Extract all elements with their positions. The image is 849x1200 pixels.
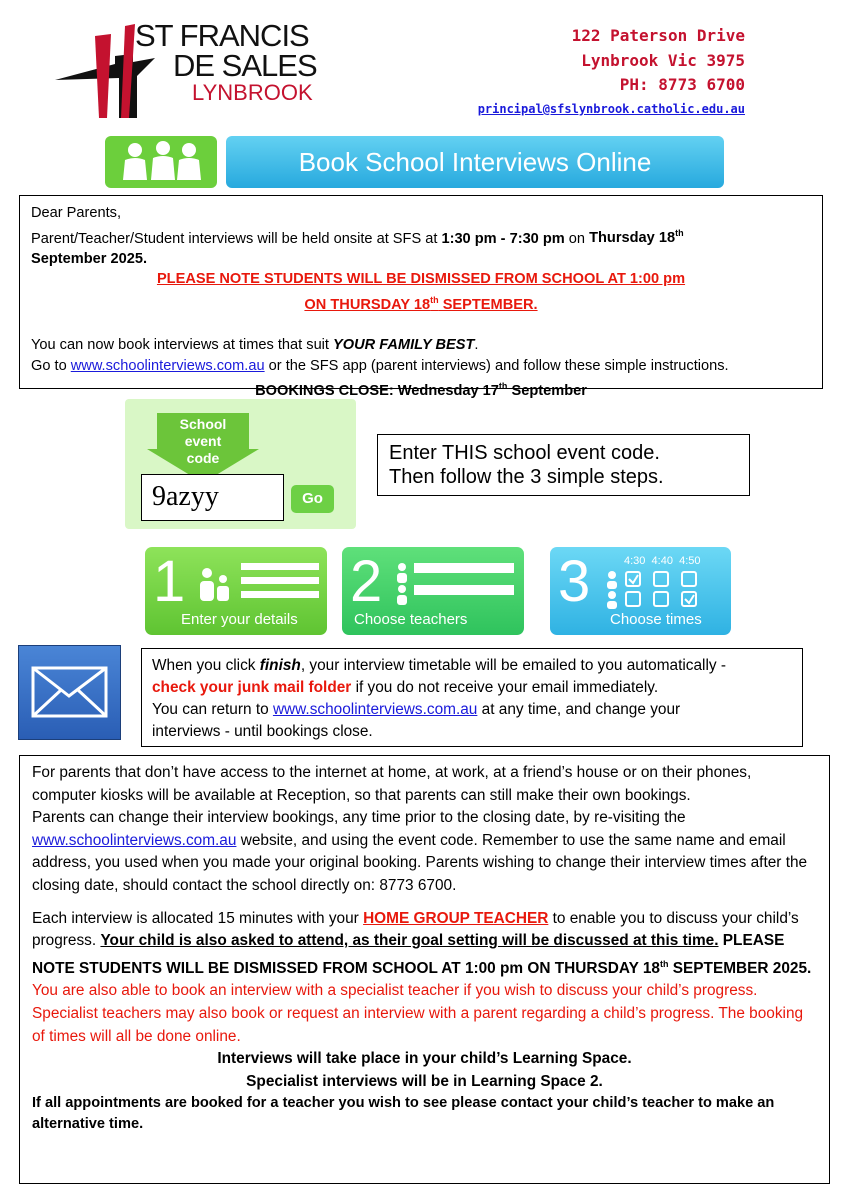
time-label: 4:40 [651,555,673,567]
dismissal-notice: PLEASE NOTE STUDENTS WILL BE DISMISSED FROM SCHOOL AT 1:00 pm ON THURSDAY 18th SEPTEMBER. [156,271,686,313]
time-labels [624,555,724,567]
address-line1: 122 Paterson Drive [571,26,745,45]
time-label: 4:50 [679,555,701,567]
location-line2: Specialist interviews will be in Learning Space 2. [246,1072,603,1090]
down-arrow-icon [147,413,259,483]
finish-box: When you click finish, your interview timetable will be emailed to you automatically - check your junk mail folder if you do not receive your email immediately. You can return to www.schoolinterviews.com.au at any time, and change your interviews - until bookings close. [141,648,803,747]
intro-line2: September 2025. [31,250,148,267]
instruction-line2: Then follow the 3 simple steps. [389,466,664,488]
code-label-line2: event [184,433,222,449]
code-instruction-box [377,434,750,496]
location-line1: Interviews will take place in your child’s Learning Space. [217,1050,632,1068]
school-name-line3: LYNBROOK [192,80,313,105]
book-line: You can now book interviews at times that suit YOUR FAMILY BEST. [31,337,479,354]
step-label: Choose times [610,611,702,628]
contact-block [478,24,745,120]
bookings-close: BOOKINGS CLOSE: Wednesday 17th September [255,381,587,400]
instruction-line1: Enter THIS school event code. [389,442,660,464]
schoolinterviews-link[interactable]: www.schoolinterviews.com.au [70,357,265,374]
time-checkboxes-icon [604,569,729,609]
people-icon [105,136,217,188]
schoolinterviews-link[interactable]: www.schoolinterviews.com.au [272,701,478,718]
change-booking-paragraph: Parents can change their interview bookings, any time prior to the closing date, by re-visiting the www.schoolinterviews.com.au website, and using the event code. Remember to use the same name and email address, you used when you made your original booking. Parents wishing to change their interview times after the closing date, should contact the school directly on: 8773 6700. [32,809,808,894]
time-label: 4:30 [624,555,646,567]
cross-red-left [95,34,111,118]
book-interviews-banner: Book School Interviews Online [226,136,724,188]
intro-line1: Parent/Teacher/Student interviews will be held onsite at SFS at 1:30 pm - 7:30 pm on Thursday 18th [31,228,684,247]
junk-mail-warning: check your junk mail folder [152,679,352,696]
person-form-icon [197,559,322,603]
allocation-paragraph: Each interview is allocated 15 minutes with your HOME GROUP TEACHER to enable you to discuss your child’s progress. Your child is also asked to attend, as their goal setting will be discussed at this time. PLEASE NOTE STUDENTS WILL BE DISMISSED FROM SCHOOL AT 1:00 pm ON THURSDAY 18th SEPTEMBER 2025. [32,909,812,977]
step-number: 2 [350,549,383,614]
step-number: 3 [558,549,591,614]
teacher-dropdowns-icon [394,559,519,607]
event-code-field[interactable]: 9azyy [141,474,284,521]
go-button[interactable]: Go [291,485,334,513]
step-enter-details [145,547,327,635]
home-group-teacher: HOME GROUP TEACHER [363,909,549,927]
step-label: Choose teachers [354,611,468,628]
schoolinterviews-link[interactable]: www.schoolinterviews.com.au [32,831,237,849]
step-label: Enter your details [181,611,298,628]
specialist-paragraph: You are also able to book an interview with a specialist teacher if you wish to discuss your child’s progress. Specialist teachers may also book or request an interview with a parent regarding a child’s progress. The booking of times will all be done online. [32,982,804,1045]
fully-booked-paragraph: If all appointments are booked for a teacher you wish to see please contact your child’s teacher to make an alternative time. [32,1095,775,1133]
intro-box [19,195,823,400]
envelope-icon [18,645,121,740]
step-number: 1 [153,549,186,614]
greeting: Dear Parents, [31,205,122,221]
step-choose-times [550,547,731,635]
address-line2: Lynbrook Vic 3975 [581,50,745,70]
school-name-line1: ST FRANCIS [135,18,309,53]
step-choose-teachers [342,547,524,635]
kiosk-paragraph: For parents that don’t have access to the internet at home, at work, at a friend’s house or on their phones, computer kiosks will be available at Reception, so that parents can still make their own bookings. [32,764,752,804]
code-label-line1: School [179,416,227,432]
email-link[interactable]: principal@sfslynbrook.catholic.edu.au [477,101,745,116]
school-name-line2: DE SALES [173,48,317,83]
phone: PH: 8773 6700 [619,75,745,94]
info-box [19,755,830,1184]
code-label-line3: code [186,450,220,466]
goto-line: Go to www.schoolinterviews.com.au or the SFS app (parent interviews) and follow these simple instructions. [31,357,729,374]
